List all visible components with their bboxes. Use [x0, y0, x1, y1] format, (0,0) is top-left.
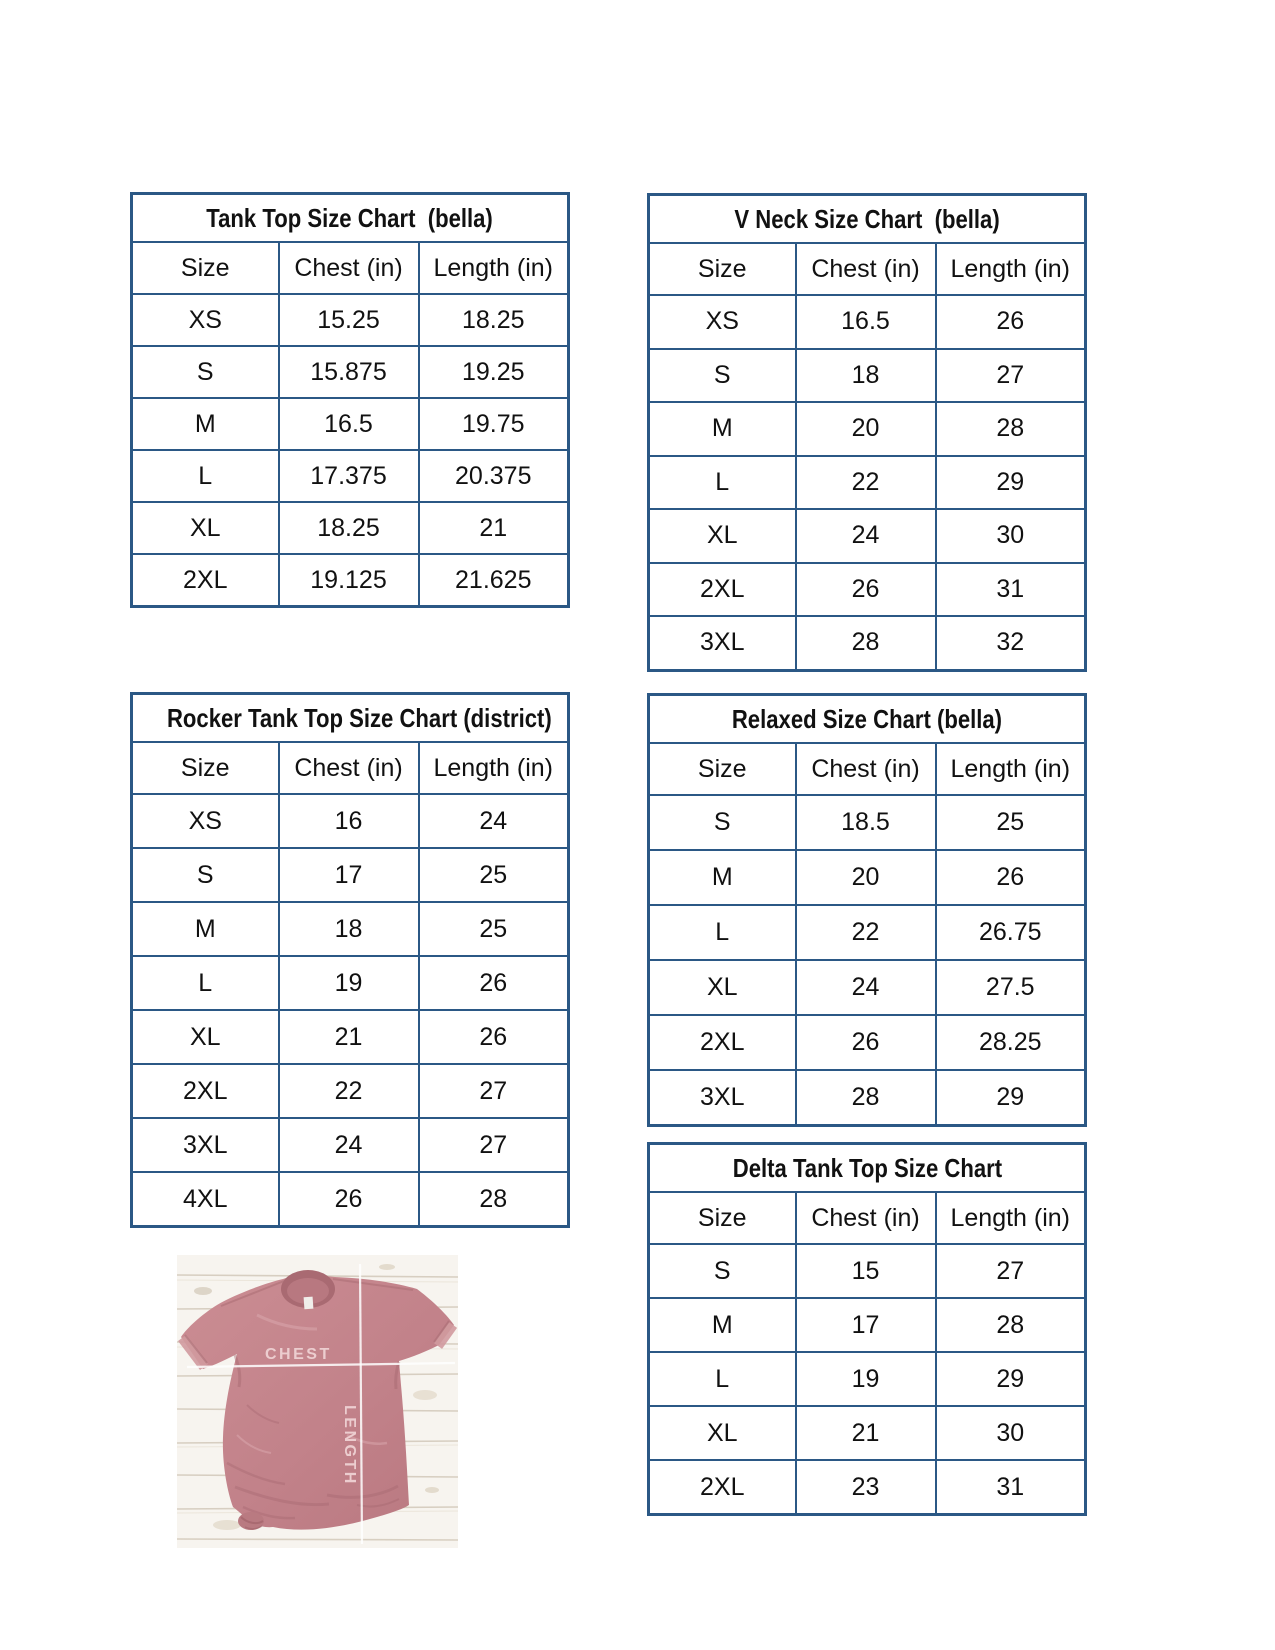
- table-row: [132, 502, 569, 554]
- table-body: [649, 295, 1086, 670]
- table-cell: 22: [796, 456, 936, 510]
- table-row: [649, 795, 1086, 850]
- shirt-knot: [238, 1512, 264, 1530]
- table-cell: 31: [936, 563, 1086, 617]
- table-body: [132, 294, 569, 607]
- table-row: [132, 346, 569, 398]
- table-title: [132, 694, 569, 743]
- table-cell: 27: [419, 1064, 569, 1118]
- table-row: [132, 902, 569, 956]
- column-header-length: Length (in): [419, 742, 569, 794]
- size-table-rocker-tank-top: [130, 692, 567, 1228]
- table-cell: 19.75: [419, 398, 569, 450]
- table-cell: S: [132, 346, 279, 398]
- table-row: [649, 402, 1086, 456]
- table-cell: 27.5: [936, 960, 1086, 1015]
- table-cell: M: [649, 402, 796, 456]
- table-cell: 24: [419, 794, 569, 848]
- table-cell: 18.25: [419, 294, 569, 346]
- table-row: [132, 956, 569, 1010]
- table-cell: 28: [419, 1172, 569, 1227]
- table-cell: 24: [796, 960, 936, 1015]
- table-row: [132, 450, 569, 502]
- table: [130, 692, 570, 1228]
- table-cell: L: [132, 450, 279, 502]
- column-header-length: Length (in): [936, 1192, 1086, 1244]
- table-row: [132, 1064, 569, 1118]
- table-cell: 21: [419, 502, 569, 554]
- table-title-text: Relaxed Size Chart (bella): [731, 703, 1003, 734]
- table-cell: L: [649, 1352, 796, 1406]
- table-row: [649, 1406, 1086, 1460]
- table-row: [132, 1010, 569, 1064]
- table-cell: 29: [936, 456, 1086, 510]
- table-row: [649, 349, 1086, 403]
- table-cell: 18: [796, 349, 936, 403]
- table-cell: 28: [936, 402, 1086, 456]
- table-cell: 4XL: [132, 1172, 279, 1227]
- table-title-text: Delta Tank Top Size Chart: [732, 1152, 1002, 1183]
- table-cell: 17: [279, 848, 419, 902]
- table-cell: 15.875: [279, 346, 419, 398]
- table-cell: 26: [419, 956, 569, 1010]
- table-cell: 16.5: [279, 398, 419, 450]
- size-table-delta-tank-top: [647, 1142, 1084, 1516]
- column-header-size: Size: [649, 1192, 796, 1244]
- table-row: [132, 554, 569, 607]
- table-cell: S: [649, 795, 796, 850]
- table-cell: 19: [796, 1352, 936, 1406]
- table-cell: 26: [936, 295, 1086, 349]
- table: [130, 192, 570, 608]
- table-title-text: V Neck Size Chart (bella): [734, 203, 1000, 234]
- table-row: [132, 1172, 569, 1227]
- table-cell: 22: [279, 1064, 419, 1118]
- shirt-photo-graphic: [177, 1255, 458, 1548]
- table-cell: XL: [132, 502, 279, 554]
- table-cell: 26: [279, 1172, 419, 1227]
- table-cell: M: [649, 1298, 796, 1352]
- table-row: [132, 398, 569, 450]
- table-cell: 25: [419, 902, 569, 956]
- table-cell: 29: [936, 1352, 1086, 1406]
- size-table-v-neck: [647, 193, 1084, 672]
- table-row: [649, 905, 1086, 960]
- care-label: [304, 1297, 314, 1310]
- table-cell: 29: [936, 1070, 1086, 1126]
- table-cell: 19.25: [419, 346, 569, 398]
- size-table-tank-top: [130, 192, 567, 608]
- column-header-length: Length (in): [936, 743, 1086, 795]
- table-cell: M: [649, 850, 796, 905]
- table-cell: 28.25: [936, 1015, 1086, 1070]
- table-title: [649, 1144, 1086, 1193]
- table-cell: 26: [936, 850, 1086, 905]
- table-cell: 26: [796, 563, 936, 617]
- table-cell: XL: [649, 1406, 796, 1460]
- table-cell: 32: [936, 616, 1086, 670]
- table-row: [649, 295, 1086, 349]
- table-cell: 28: [796, 1070, 936, 1126]
- table-cell: 19: [279, 956, 419, 1010]
- table-cell: 21: [796, 1406, 936, 1460]
- table-cell: 20.375: [419, 450, 569, 502]
- table-cell: 20: [796, 850, 936, 905]
- table-row: [649, 616, 1086, 670]
- table-cell: 27: [936, 349, 1086, 403]
- table-row: [649, 563, 1086, 617]
- table-cell: XS: [649, 295, 796, 349]
- table-cell: 2XL: [132, 1064, 279, 1118]
- table-cell: 24: [279, 1118, 419, 1172]
- table-cell: M: [132, 398, 279, 450]
- table-row: [132, 794, 569, 848]
- table-cell: 30: [936, 1406, 1086, 1460]
- table: [647, 193, 1087, 672]
- table-cell: 15.25: [279, 294, 419, 346]
- column-header-length: Length (in): [936, 243, 1086, 295]
- table-cell: 22: [796, 905, 936, 960]
- table-cell: 2XL: [649, 563, 796, 617]
- table-title: [649, 695, 1086, 744]
- table-cell: 26: [796, 1015, 936, 1070]
- table-cell: 15: [796, 1244, 936, 1298]
- table-row: [132, 848, 569, 902]
- table: [647, 1142, 1087, 1516]
- table-cell: 25: [419, 848, 569, 902]
- table-cell: S: [649, 1244, 796, 1298]
- table-cell: 28: [796, 616, 936, 670]
- table-cell: 16: [279, 794, 419, 848]
- column-header-chest: Chest (in): [796, 243, 936, 295]
- table-row: [649, 1244, 1086, 1298]
- table-row: [649, 1070, 1086, 1126]
- table-row: [649, 850, 1086, 905]
- column-header-size: Size: [132, 242, 279, 294]
- table-cell: XL: [649, 960, 796, 1015]
- column-header-length: Length (in): [419, 242, 569, 294]
- table-cell: 20: [796, 402, 936, 456]
- table: [647, 693, 1087, 1127]
- table-cell: 21: [279, 1010, 419, 1064]
- table-cell: S: [132, 848, 279, 902]
- table-cell: 17.375: [279, 450, 419, 502]
- table-cell: XS: [132, 294, 279, 346]
- table-cell: L: [649, 456, 796, 510]
- table-row: [649, 960, 1086, 1015]
- column-header-size: Size: [132, 742, 279, 794]
- table-cell: 23: [796, 1460, 936, 1515]
- table-cell: L: [649, 905, 796, 960]
- table-cell: 3XL: [649, 1070, 796, 1126]
- column-header-size: Size: [649, 743, 796, 795]
- table-row: [649, 1298, 1086, 1352]
- table-row: [649, 456, 1086, 510]
- chest-label: CHEST: [265, 1346, 332, 1363]
- table-cell: 26.75: [936, 905, 1086, 960]
- table-cell: 26: [419, 1010, 569, 1064]
- column-header-size: Size: [649, 243, 796, 295]
- table-cell: 18.5: [796, 795, 936, 850]
- table-cell: XS: [132, 794, 279, 848]
- table-cell: 27: [936, 1244, 1086, 1298]
- table-title: [132, 194, 569, 243]
- table-title-text: Tank Top Size Chart (bella): [206, 202, 494, 233]
- table-cell: 28: [936, 1298, 1086, 1352]
- table-cell: 27: [419, 1118, 569, 1172]
- table-title-text: Rocker Tank Top Size Chart (district): [166, 702, 552, 733]
- size-table-relaxed: [647, 693, 1084, 1127]
- table-row: [649, 1460, 1086, 1515]
- table-cell: XL: [649, 509, 796, 563]
- table-cell: 2XL: [132, 554, 279, 607]
- table-cell: L: [132, 956, 279, 1010]
- column-header-chest: Chest (in): [796, 1192, 936, 1244]
- table-cell: 3XL: [649, 616, 796, 670]
- column-header-chest: Chest (in): [279, 742, 419, 794]
- table-cell: M: [132, 902, 279, 956]
- length-label: LENGTH: [341, 1405, 358, 1486]
- table-cell: 24: [796, 509, 936, 563]
- table-cell: 21.625: [419, 554, 569, 607]
- table-cell: XL: [132, 1010, 279, 1064]
- column-header-chest: Chest (in): [796, 743, 936, 795]
- table-row: [649, 509, 1086, 563]
- table-row: [132, 1118, 569, 1172]
- table-cell: 31: [936, 1460, 1086, 1515]
- table-cell: 19.125: [279, 554, 419, 607]
- table-cell: 2XL: [649, 1015, 796, 1070]
- table-cell: 16.5: [796, 295, 936, 349]
- table-row: [649, 1015, 1086, 1070]
- table-cell: 2XL: [649, 1460, 796, 1515]
- shirt-measurement-photo: [177, 1255, 458, 1548]
- table-cell: S: [649, 349, 796, 403]
- column-header-chest: Chest (in): [279, 242, 419, 294]
- table-row: [649, 1352, 1086, 1406]
- table-cell: 17: [796, 1298, 936, 1352]
- table-body: [649, 1244, 1086, 1515]
- table-cell: 18: [279, 902, 419, 956]
- table-body: [649, 795, 1086, 1126]
- table-cell: 18.25: [279, 502, 419, 554]
- table-cell: 3XL: [132, 1118, 279, 1172]
- table-body: [132, 794, 569, 1227]
- table-row: [132, 294, 569, 346]
- table-cell: 25: [936, 795, 1086, 850]
- table-title: [649, 195, 1086, 244]
- table-cell: 30: [936, 509, 1086, 563]
